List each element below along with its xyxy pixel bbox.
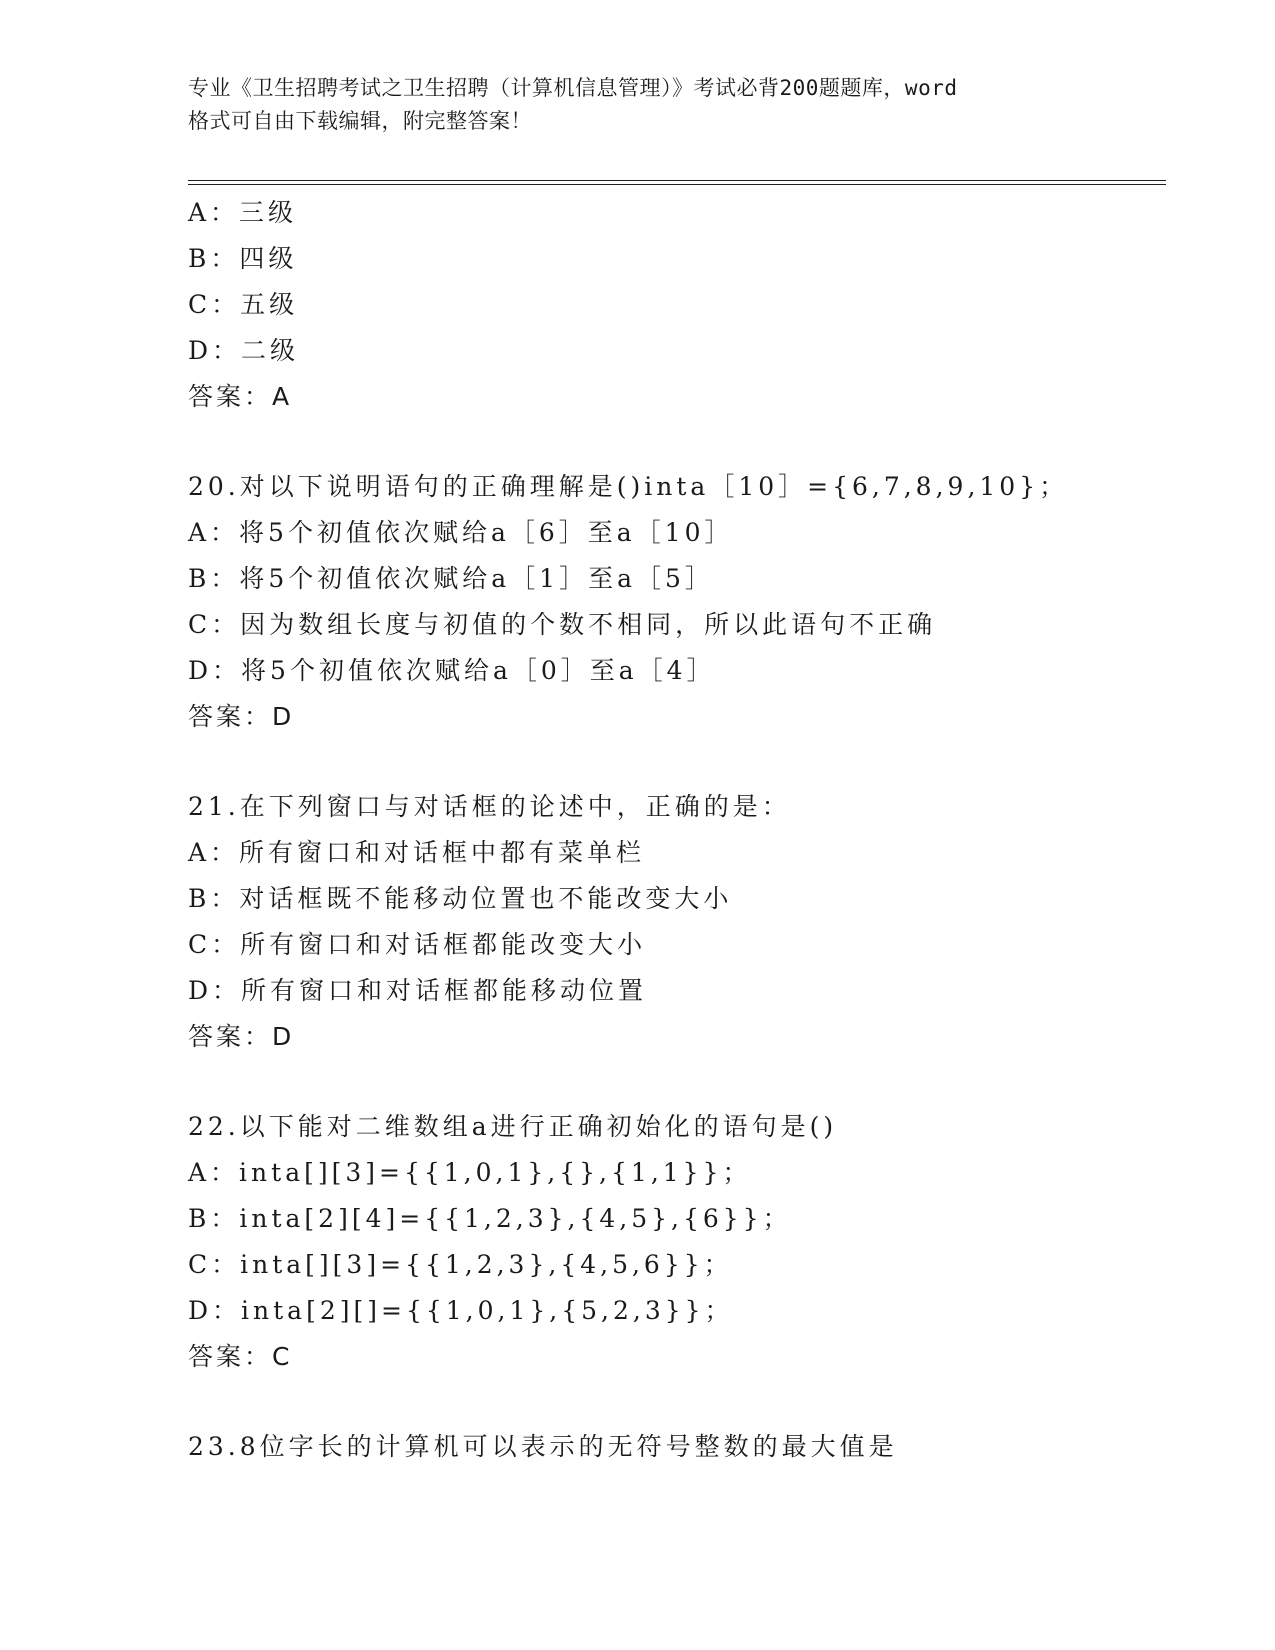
option-d: D：二级 bbox=[188, 336, 300, 365]
question-stem: 22.以下能对二维数组a进行正确初始化的语句是() bbox=[188, 1112, 838, 1141]
option-a: A：将5个初值依次赋给a［6］至a［10］ bbox=[188, 518, 734, 547]
header-title-line-2: 格式可自由下载编辑，附完整答案！ bbox=[188, 109, 532, 133]
question-block-23 bbox=[188, 1424, 1168, 1470]
question-stem: 23.8位字长的计算机可以表示的无符号整数的最大值是 bbox=[188, 1432, 898, 1461]
option-c: C：因为数组长度与初值的个数不相同，所以此语句不正确 bbox=[188, 610, 937, 639]
answer-line: 答案：D bbox=[188, 702, 295, 731]
spacer bbox=[188, 740, 1168, 784]
option-b: B：四级 bbox=[188, 244, 298, 273]
option-b: B：对话框既不能移动位置也不能改变大小 bbox=[188, 884, 733, 913]
header-title-line-1: 专业《卫生招聘考试之卫生招聘（计算机信息管理）》考试必背200题题库，word bbox=[188, 76, 958, 100]
question-block-prev bbox=[188, 190, 1168, 420]
spacer bbox=[188, 1380, 1168, 1424]
option-b: B：inta[2][4]={{1,2,3},{4,5},{6}}； bbox=[188, 1204, 792, 1233]
option-a: A：所有窗口和对话框中都有菜单栏 bbox=[188, 838, 646, 867]
option-a: A：三级 bbox=[188, 198, 298, 227]
option-a: A：inta[][3]={{1,0,1},{},{1,1}}； bbox=[188, 1158, 752, 1187]
question-stem: 21.在下列窗口与对话框的论述中，正确的是： bbox=[188, 792, 791, 821]
option-c: C：五级 bbox=[188, 290, 299, 319]
answer-line: 答案：D bbox=[188, 1022, 295, 1051]
spacer bbox=[188, 420, 1168, 464]
question-block-22 bbox=[188, 1104, 1168, 1380]
option-d: D：将5个初值依次赋给a［0］至a［4］ bbox=[188, 656, 716, 685]
question-block-20 bbox=[188, 464, 1168, 740]
option-c: C：inta[][3]={{1,2,3},{4,5,6}}； bbox=[188, 1250, 733, 1279]
answer-line: 答案：A bbox=[188, 382, 293, 411]
option-c: C：所有窗口和对话框都能改变大小 bbox=[188, 930, 647, 959]
answer-line: 答案：C bbox=[188, 1342, 293, 1371]
document-header bbox=[188, 72, 1088, 138]
header-divider-top bbox=[188, 180, 1166, 181]
option-d: D：所有窗口和对话框都能移动位置 bbox=[188, 976, 648, 1005]
spacer bbox=[188, 1060, 1168, 1104]
question-stem: 20.对以下说明语句的正确理解是()inta［10］={6,7,8,9,10}； bbox=[188, 472, 1069, 501]
option-d: D：inta[2][]={{1,0,1},{5,2,3}}； bbox=[188, 1296, 734, 1325]
question-block-21 bbox=[188, 784, 1168, 1060]
question-list bbox=[188, 190, 1168, 1470]
header-divider-bottom bbox=[188, 184, 1166, 185]
option-b: B：将5个初值依次赋给a［1］至a［5］ bbox=[188, 564, 714, 593]
